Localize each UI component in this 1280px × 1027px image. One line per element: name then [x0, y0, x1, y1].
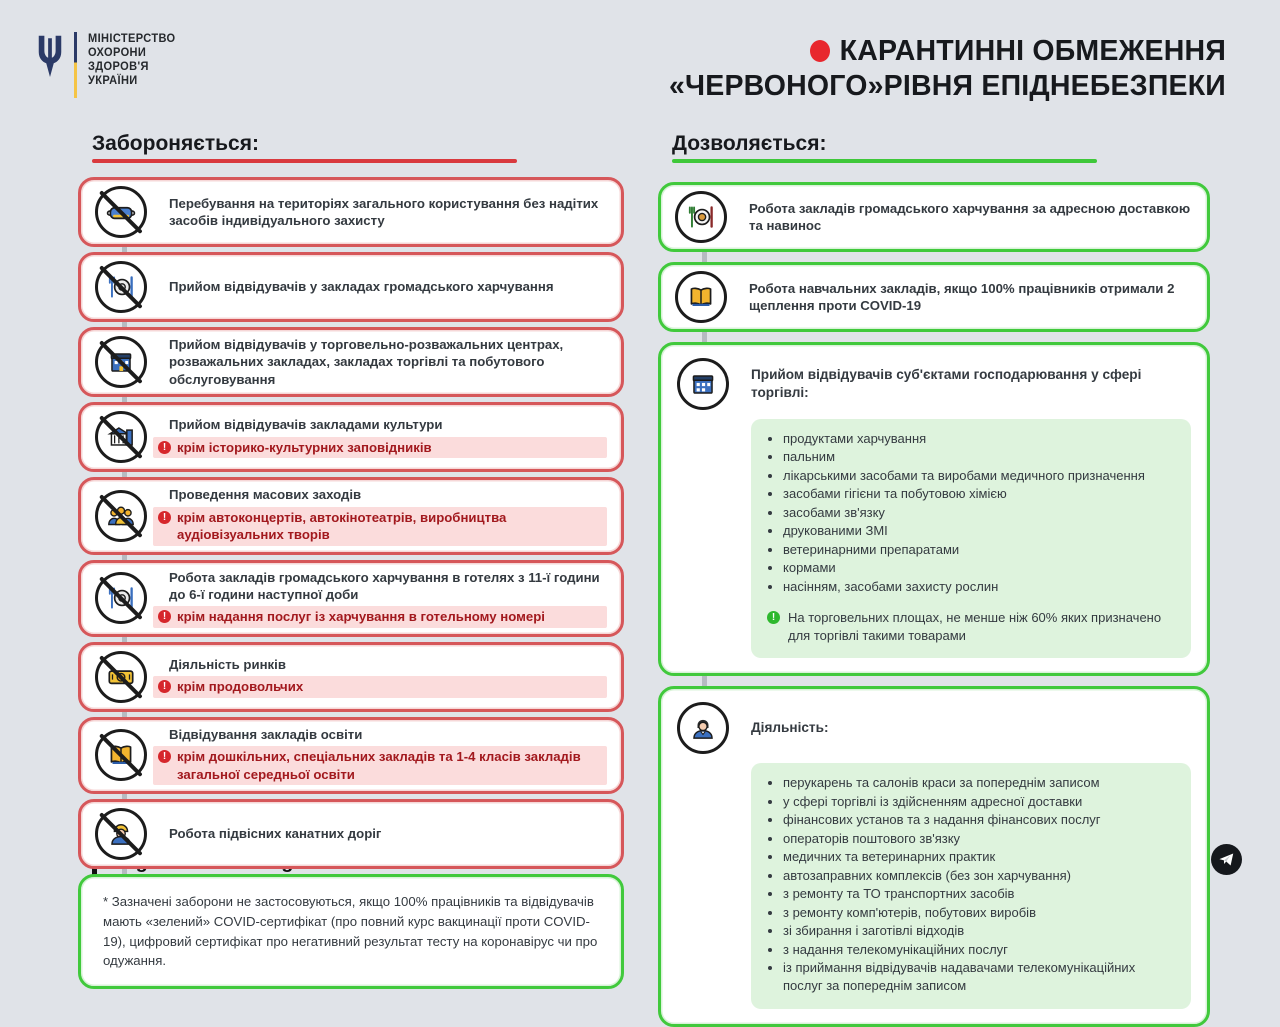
bullet-item: • засобами зв'язку: [783, 504, 1175, 522]
exclamation-badge-icon: !: [158, 680, 171, 693]
bullet-item: • продуктами харчування: [783, 430, 1175, 448]
exception-note: [153, 437, 607, 458]
bullet-item: • медичних та ветеринарних практик: [783, 848, 1175, 866]
prohibited-heading: Забороняється:: [92, 132, 259, 155]
bullet-item: • фінансових установ та з надання фінансових послуг: [783, 811, 1175, 829]
bullet-item: • операторів поштового зв'язку: [783, 830, 1175, 848]
dining-icon: [675, 191, 727, 243]
prohibited-item-text: Проведення масових заходів: [169, 487, 362, 503]
exception-text: крім продовольчих: [177, 679, 304, 695]
allowed-detail-panel: [751, 419, 1191, 658]
money-icon: [95, 651, 147, 703]
allowed-item: [658, 342, 1210, 676]
dining-no-icon: [95, 261, 147, 313]
prohibited-item-text: Перебування на територіях загального користування без надітих засобів індивідуального захисту: [169, 195, 599, 228]
prohibited-item-text: Відвідування закладів освіти: [169, 726, 363, 742]
exception-note: [153, 507, 607, 546]
exception-text: крім автоконцертів, автокінотеатрів, виробництва аудіовізуальних творів: [177, 509, 507, 543]
allowed-item: [658, 262, 1210, 332]
panel-note-text: На торговельних площах, не менше ніж 60% яких призначено для торгівлі такими товарами: [788, 610, 1162, 644]
panel-note: [767, 609, 1175, 645]
bullet-item: • у сфері торгівлі із здійсненням адресної доставки: [783, 793, 1175, 811]
prohibited-list: [78, 172, 624, 989]
exception-note: [153, 676, 607, 697]
prohibited-item-text: Діяльність ринків: [169, 656, 286, 672]
worker-icon: [95, 808, 147, 860]
bullet-item: • із приймання відвідувачів надавачами телекомунікаційних послуг за попереднім записом: [783, 959, 1175, 996]
prohibited-item: [78, 642, 624, 712]
allowed-item: [658, 686, 1210, 1026]
bullet-item: • ветеринарними препаратами: [783, 541, 1175, 559]
prohibited-item-text: Робота підвісних канатних доріг: [169, 826, 382, 842]
prohibited-item: [78, 402, 624, 472]
crowd-icon: [95, 490, 147, 542]
bullet-item: • засобами гігієни та побутовою хімією: [783, 485, 1175, 503]
book-icon: [95, 729, 147, 781]
bullet-item: • друкованими ЗМІ: [783, 522, 1175, 540]
bullet-item: • перукарень та салонів краси за попереднім записом: [783, 774, 1175, 792]
exception-note: [153, 606, 607, 627]
exception-text: крім надання послуг із харчування в готельному номері: [177, 609, 545, 625]
prohibited-item-text: Прийом відвідувачів закладами культури: [169, 417, 443, 433]
ministry-name: МІНІСТЕРСТВО ОХОРОНИ ЗДОРОВ'Я УКРАЇНИ: [88, 33, 176, 88]
allowed-item: [658, 182, 1210, 252]
allowed-item-title: Прийом відвідувачів суб'єктами господарювання у сфері торгівлі:: [751, 367, 1142, 400]
red-underline: [92, 159, 517, 163]
exclamation-badge-icon: !: [158, 610, 171, 623]
covid-certificate-footnote: * Зазначені заборони не застосовуються, якщо 100% працівників та відвідувачів мають «зелений» COVID-сертифікат (про повний курс вакцинації проти COVID-19), цифровий сертифікат про негативний результат тесту на коронавірус чи про одужання.: [78, 874, 624, 989]
culture-icon: [95, 411, 147, 463]
bullet-item: • автозаправних комплексів (без зон харчування): [783, 867, 1175, 885]
prohibited-item: [78, 560, 624, 637]
prohibited-column: [78, 132, 624, 989]
exclamation-badge-icon: !: [158, 750, 171, 763]
bullet-item: • кормами: [783, 559, 1175, 577]
bullet-item: • насінням, засобами захисту рослин: [783, 578, 1175, 596]
bullet-item: • з надання телекомунікаційних послуг: [783, 941, 1175, 959]
bullet-item: • пальним: [783, 448, 1175, 466]
ministry-of-health-logo: [35, 32, 179, 98]
book-icon: [675, 271, 727, 323]
prohibited-item-text: Робота закладів громадського харчування в готелях з 11-ї години до 6-ї години наступної доби: [169, 569, 600, 602]
allowed-heading: Дозволяється:: [672, 132, 827, 155]
exclamation-badge-icon: !: [158, 511, 171, 524]
green-underline: [672, 159, 1097, 163]
prohibited-item-text: Прийом відвідувачів у закладах громадського харчування: [169, 279, 554, 295]
bullet-item: • з ремонту та ТО транспортних засобів: [783, 885, 1175, 903]
dining-no-icon: [95, 572, 147, 624]
person-icon: [677, 702, 729, 754]
prohibited-item: [78, 799, 624, 869]
prohibited-item-text: Прийом відвідувачів у торговельно-розважальних центрах, розважальних закладах, закладах торгівлі та побутового обслуговування: [169, 337, 564, 387]
telegram-icon[interactable]: [1211, 844, 1242, 875]
page-title: КАРАНТИННІ ОБМЕЖЕННЯ «ЧЕРВОНОГО»РІВНЯ ЕПІДНЕБЕЗПЕКИ: [668, 35, 1226, 103]
allowed-item-title: Діяльність:: [751, 720, 829, 736]
bullet-item: • лікарськими засобами та виробами медичного призначення: [783, 467, 1175, 485]
prohibited-item: [78, 327, 624, 397]
bullet-item: • з ремонту комп'ютерів, побутових виробів: [783, 904, 1175, 922]
mask-icon: [95, 186, 147, 238]
prohibited-item: [78, 252, 624, 322]
prohibited-item: [78, 477, 624, 554]
allowed-item-text: Робота закладів громадського харчування за адресною доставкою та навинос: [749, 200, 1191, 233]
allowed-detail-panel: [751, 763, 1191, 1008]
logo-divider: [74, 32, 77, 98]
shop-icon: [677, 358, 729, 410]
red-dot-icon: [810, 40, 830, 62]
trident-icon: [35, 34, 65, 80]
exception-text: крім історико-культурних заповідників: [177, 439, 432, 455]
exclamation-badge-icon: !: [767, 611, 780, 624]
bullet-item: • зі збирання і заготівлі відходів: [783, 922, 1175, 940]
exception-text: крім дошкільних, спеціальних закладів та 1-4 класів закладів загальної середньої освіти: [177, 749, 581, 782]
exception-note: [153, 746, 607, 785]
mall-icon: [95, 336, 147, 388]
prohibited-item: [78, 177, 624, 247]
allowed-list: [658, 172, 1210, 1027]
exclamation-badge-icon: !: [158, 441, 171, 454]
allowed-column: [658, 132, 1210, 1027]
prohibited-item: [78, 717, 624, 794]
allowed-item-text: Робота навчальних закладів, якщо 100% працівників отримали 2 щеплення проти COVID-19: [749, 280, 1175, 313]
